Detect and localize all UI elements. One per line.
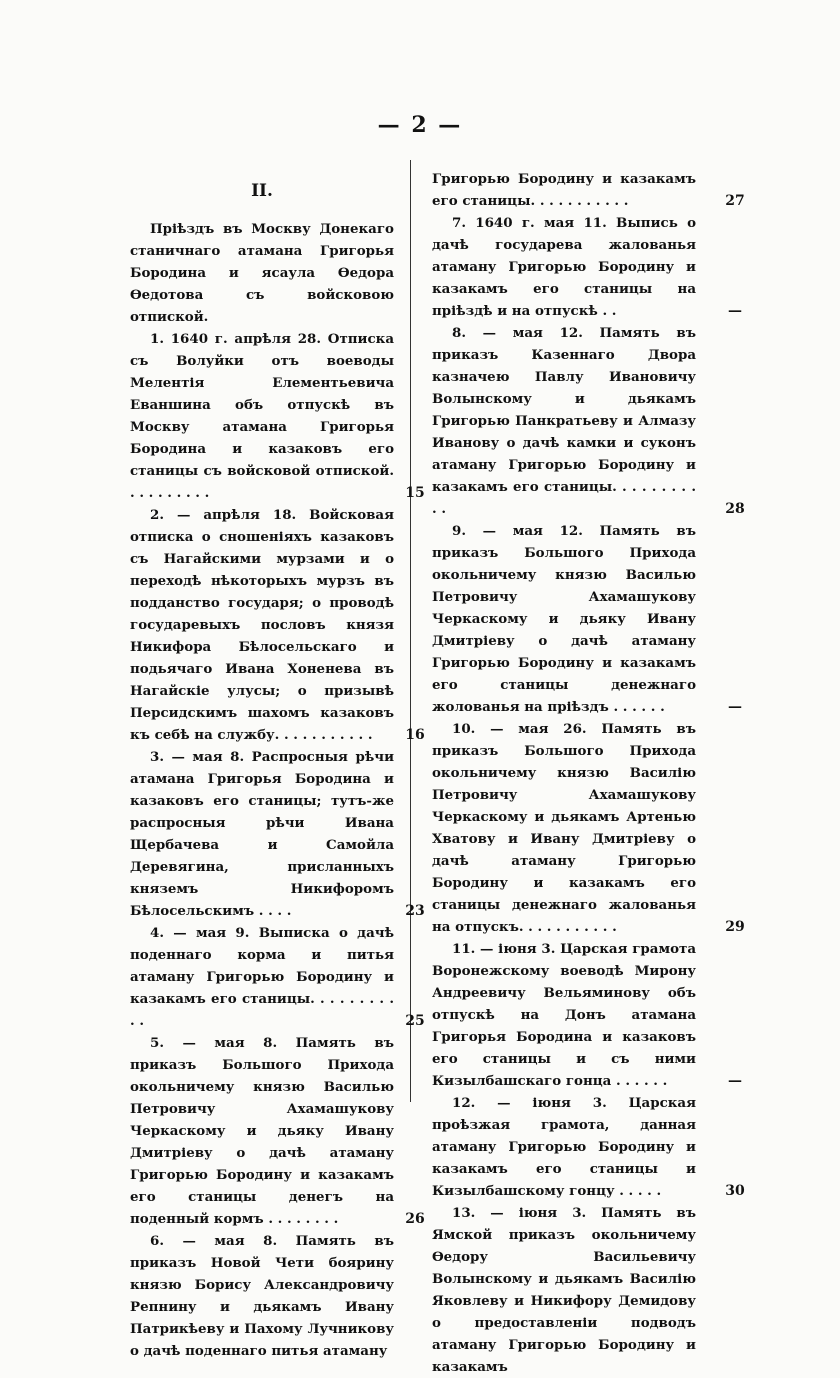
toc-entry-page-ref: 15 — [405, 485, 425, 501]
toc-entry-page-ref: 16 — [405, 727, 425, 743]
toc-entry-text: 1. 1640 г. апрѣля 28. Отписка съ Волуйки отъ воеводы Мелентія Елементьевича Еваншина объ отпускѣ въ Москву атамана Григорья Бородина и казаковъ его станицы съ войсковой отпиской. . . . . . . . . . — [130, 331, 394, 501]
toc-entry-page-ref: — — [728, 303, 742, 319]
toc-entry-page-ref: 25 — [405, 1013, 425, 1029]
toc-entry-text: 8. — мая 12. Память въ приказъ Казеннаго Двора казначею Павлу Ивановичу Волынскому и дьякамъ Григорью Панкратьеву и Алмазу Иванову о дачѣ камки и суконъ атаману Григорью Бородину и казакамъ его станицы. . . . . . . . . . . — [432, 325, 696, 517]
toc-entry-text: 13. — іюня 3. Память въ Ямской приказъ окольничему Ѳедору Васильевичу Волынскому и дьякамъ Василію Яковлеву и Никифору Демидову о предоставленіи подводъ атаману Григорью Бородину и казакамъ — [432, 1205, 696, 1375]
toc-entry-text: 11. — іюня 3. Царская грамота Воронежскому воеводѣ Мирону Андреевичу Вельяминову объ отпускѣ на Донъ атамана Григорья Бородина и казаковъ его станицы и съ ними Кизылбашскаго гонца . . . . . . — [432, 941, 696, 1089]
toc-entry — [130, 1230, 394, 1362]
toc-entry — [130, 328, 425, 504]
toc-entry — [432, 168, 745, 212]
left-entry-list — [130, 328, 425, 1362]
toc-entry-text: 5. — мая 8. Память въ приказъ Большого Прихода окольничему князю Василью Петровичу Ахамашукову Черкаскому и дьяку Ивану Дмитріеву о дачѣ атаману Григорью Бородину и казакамъ его станицы денегъ на поденный кормъ . . . . . . . . — [130, 1035, 394, 1227]
toc-entry — [432, 718, 745, 938]
toc-entry-text: 10. — мая 26. Память въ приказъ Большого Прихода окольничему князю Василію Петровичу Ахамашукову Черкаскому и дьякамъ Артенью Хватову и Ивану Дмитріеву о дачѣ атаману Григорью Бородину и казакамъ его станицы денежнаго жалованья на отпускъ. . . . . . . . . . . — [432, 721, 696, 935]
toc-entry — [432, 520, 742, 718]
toc-entry — [130, 504, 425, 746]
toc-entry-page-ref: 30 — [725, 1183, 745, 1199]
right-entry-list — [432, 168, 745, 1378]
toc-entry-text: 4. — мая 9. Выписка о дачѣ поденнаго корма и питья атаману Григорью Бородину и казакамъ его станицы. . . . . . . . . . . — [130, 925, 394, 1029]
toc-entry-text: Григорью Бородину и казакамъ его станицы. . . . . . . . . . . — [432, 171, 696, 209]
toc-entry — [130, 922, 425, 1032]
toc-entry-text: 2. — апрѣля 18. Войсковая отписка о сношеніяхъ казаковъ съ Нагайскими мурзами и о переходѣ нѣкоторыхъ мурзъ въ подданство государя; о проводѣ государевыхъ пословъ князя Никифора Бѣлосельскаго и подьячаго Ивана Хоненева въ Нагайскіе улусы; о призывѣ Персидскимъ шахомъ казаковъ къ себѣ на службу. . . . . . . . . . . — [130, 507, 394, 743]
toc-entry — [432, 938, 742, 1092]
toc-entry — [432, 1092, 745, 1202]
toc-entry — [130, 1032, 425, 1230]
right-column — [432, 168, 745, 1378]
toc-entry — [432, 322, 745, 520]
column-divider — [410, 160, 411, 1102]
toc-entry-page-ref: 27 — [725, 193, 745, 209]
toc-entry-text: 3. — мая 8. Распросныя рѣчи атамана Григорья Бородина и казаковъ его станицы; тутъ-же распросныя рѣчи Ивана Щербачева и Самойла Деревягина, присланныхъ княземъ Никифоромъ Бѣлосельскимъ . . . . — [130, 749, 394, 919]
toc-entry-page-ref: — — [728, 1073, 742, 1089]
toc-entry-text: 9. — мая 12. Память въ приказъ Большого Прихода окольничему князю Василью Петровичу Ахамашукову Черкаскому и дьяку Ивану Дмитріеву о дачѣ атаману Григорью Бородину и казакамъ его станицы денежнаго жолованья на пріѣздъ . . . . . . — [432, 523, 696, 715]
toc-entry-text: 7. 1640 г. мая 11. Выпись о дачѣ государева жалованья атаману Григорью Бородину и казакамъ его станицы на пріѣздѣ и на отпускѣ . . — [432, 215, 696, 319]
toc-entry-page-ref: 26 — [405, 1211, 425, 1227]
section-title: II. — [251, 181, 273, 201]
left-column — [130, 168, 425, 1362]
toc-entry-page-ref: — — [728, 699, 742, 715]
toc-entry-page-ref: 29 — [725, 919, 745, 935]
section-intro: Пріѣздъ въ Москву Донекаго станичнаго атамана Григорья Бородина и ясаула Ѳедора Ѳедотова съ войсковою отпиской. — [130, 221, 394, 325]
toc-entry-page-ref: 28 — [725, 501, 745, 517]
toc-entry-text: 6. — мая 8. Память въ приказъ Новой Чети боярину князю Борису Александровичу Репнину и дьякамъ Ивану Патрикѣеву и Пахому Лучникову о дачѣ поденнаго питья атаману — [130, 1233, 394, 1359]
toc-entry — [432, 1202, 696, 1378]
toc-entry-text: 12. — іюня 3. Царская проѣзжая грамота, данная атаману Григорью Бородину и казакамъ его станицы и Кизылбашскому гонцу . . . . . — [432, 1095, 696, 1199]
page-number: — 2 — — [377, 112, 463, 138]
toc-entry — [432, 212, 742, 322]
toc-entry-page-ref: 23 — [405, 903, 425, 919]
toc-entry — [130, 746, 425, 922]
